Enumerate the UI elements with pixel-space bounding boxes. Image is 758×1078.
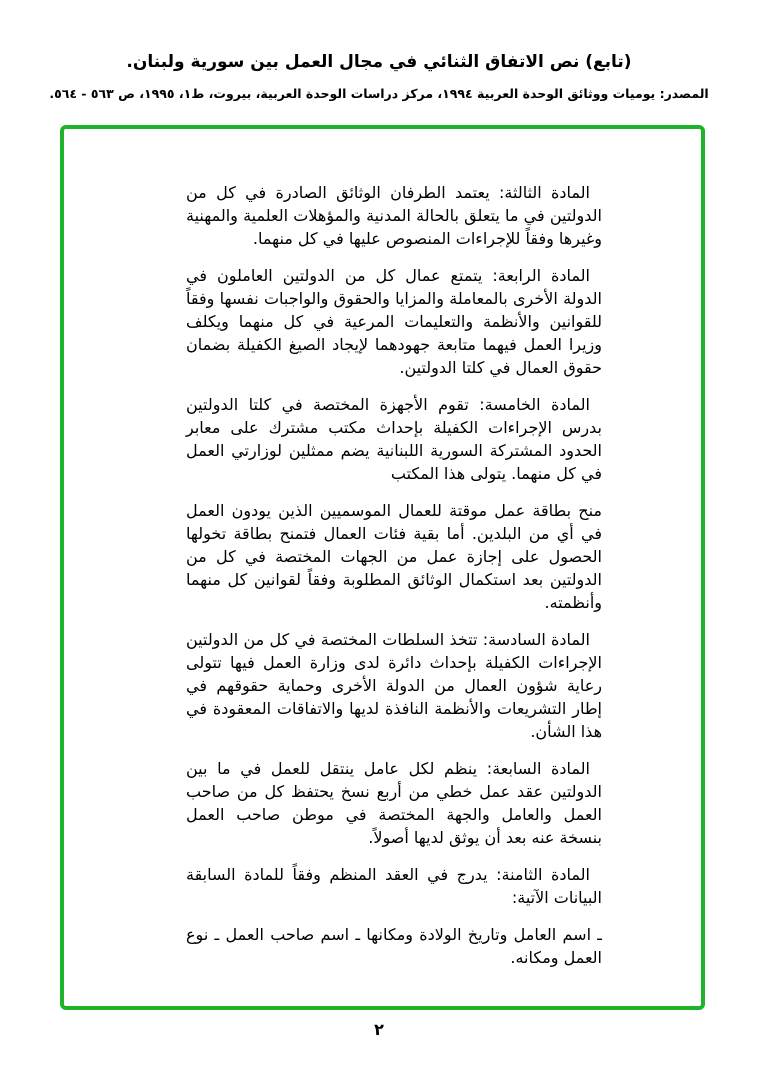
document-header <box>0 50 758 102</box>
paragraph-article-3: المادة الثالثة: يعتمد الطرفان الوثائق الصادرة في كل من الدولتين في ما يتعلق بالحالة المدنية والمؤهلات العلمية والمهنية وغيرها وفقاً للإجراءات المنصوص عليها في كل منهما. <box>186 183 602 248</box>
paragraph-article-5-continuation: منح بطاقة عمل موقتة للعمال الموسميين الذين يودون العمل في أي من البلدين. أما بقية فئات العمال فتمنح بطاقة تخولها الحصول على إجازة عمل من الجهات المختصة في كل من الدولتين بعد استكمال الوثائق المطلوبة وفقاً لقوانين كل منهما وأنظمته. <box>186 501 602 612</box>
page-number: ٢ <box>374 1020 384 1039</box>
paragraph-article-7: المادة السابعة: ينظم لكل عامل ينتقل للعمل في ما بين الدولتين عقد عمل خطي من أربع نسخ يحتفظ كل من صاحب العمل والعامل والجهة المختصة في موطن صاحب العمل بنسخة عنه بعد أن يوثق لديها أصولاً. <box>186 759 602 847</box>
text-border-frame <box>60 125 705 1010</box>
paragraph-contract-items: ـ اسم العامل وتاريخ الولادة ومكانها ـ اسم صاحب العمل ـ نوع العمل ومكانه. <box>186 925 602 967</box>
page-title: (تابع) نص الاتفاق الثنائي في مجال العمل بين سورية ولبنان. <box>126 52 632 72</box>
agreement-text-block <box>186 181 602 983</box>
source-citation: المصدر: يوميات ووثائق الوحدة العربية ١٩٩٤، مركز دراسات الوحدة العربية، بيروت، ط١، ١٩٩٥، ص ٥٦٣ - ٥٦٤. <box>49 86 709 101</box>
paragraph-article-4: المادة الرابعة: يتمتع عمال كل من الدولتين العاملون في الدولة الأخرى بالمعاملة والمزايا والحقوق والواجبات نفسها وفقاً للقوانين والأنظمة والتعليمات المرعية في كل منهما ويكلف وزيرا العمل فيهما متابعة جهودهما لإيجاد الصيغ الكفيلة بضمان حقوق العمال في كلتا الدولتين. <box>186 266 602 377</box>
paragraph-article-5: المادة الخامسة: تقوم الأجهزة المختصة في كلتا الدولتين بدرس الإجراءات الكفيلة بإحداث مكتب مشترك على معابر الحدود المشتركة السورية اللبنانية يضم ممثلين لوزارتي العمل في كل منهما. يتولى هذا المكتب <box>186 395 602 483</box>
paragraph-article-6: المادة السادسة: تتخذ السلطات المختصة في كل من الدولتين الإجراءات الكفيلة بإحداث دائرة لدى وزارة العمل فيها تتولى رعاية شؤون العمال من الدولة الأخرى وحماية حقوقهم في إطار التشريعات والأنظمة النافذة لديها والاتفاقات المعقودة في هذا الشأن. <box>186 630 602 741</box>
paragraph-article-8: المادة الثامنة: يدرج في العقد المنظم وفقاً للمادة السابقة البيانات الآتية: <box>186 865 602 907</box>
